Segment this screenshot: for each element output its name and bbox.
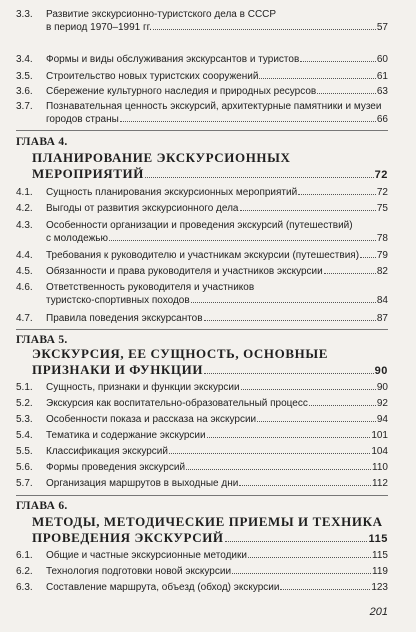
toc-entry-page: 61 <box>376 71 388 82</box>
leader-dots <box>300 61 376 62</box>
chapter-title-5[interactable] <box>32 346 388 379</box>
toc-entry-number: 4.4. <box>16 250 33 261</box>
leader-dots <box>280 589 370 590</box>
toc-entry-title: Составление маршрута, объезд (обход) экскурсии <box>46 582 280 593</box>
leader-dots <box>225 541 368 542</box>
toc-entry-3-5[interactable] <box>16 70 388 83</box>
chapter-label: ГЛАВА 4. <box>16 136 68 148</box>
toc-entry-title: Формы проведения экскурсий <box>46 462 186 473</box>
toc-entry-title: Организация маршрутов в выходные дни <box>46 478 239 489</box>
leader-dots <box>204 320 376 321</box>
leader-dots <box>186 469 371 470</box>
toc-entry-page: 90 <box>376 382 388 393</box>
toc-entry-number: 4.6. <box>16 282 33 293</box>
leader-dots <box>109 240 376 241</box>
leader-dots <box>298 194 376 195</box>
leader-dots <box>204 373 373 374</box>
leader-dots <box>153 29 376 30</box>
page-number: 201 <box>369 606 388 618</box>
toc-entry-page: 78 <box>376 233 388 244</box>
toc-entry-title: Требования к руководителю и участникам экскурсии (путешествия) <box>46 250 360 261</box>
leader-dots <box>240 210 376 211</box>
toc-entry-page: 101 <box>371 430 388 441</box>
toc-entry-number: 5.1. <box>16 382 33 393</box>
toc-entry-page: 82 <box>376 266 388 277</box>
toc-entry-number: 4.7. <box>16 313 33 324</box>
leader-dots <box>259 78 375 79</box>
toc-entry-number: 4.2. <box>16 203 33 214</box>
toc-entry-number: 5.3. <box>16 414 33 425</box>
chapter-label: ГЛАВА 5. <box>16 334 68 346</box>
leader-dots <box>191 302 376 303</box>
toc-entry-title: Ответственность руководителя и участников <box>46 282 255 293</box>
divider <box>16 495 388 496</box>
toc-entry-title: Формы и виды обслуживания экскурсантов и туристов <box>46 54 300 65</box>
chapter-title-line: ПРОВЕДЕНИЯ ЭКСКУРСИЙ <box>32 530 224 545</box>
toc-entry-page: 72 <box>376 187 388 198</box>
leader-dots <box>317 93 376 94</box>
toc-entry-page: 104 <box>371 446 388 457</box>
toc-entry-number: 3.7. <box>16 101 33 112</box>
toc-entry-5-3[interactable] <box>16 413 388 426</box>
toc-entry-5-5[interactable] <box>16 445 388 458</box>
leader-dots <box>232 573 371 574</box>
toc-entry-6-1[interactable] <box>16 549 388 562</box>
toc-entry-page: 110 <box>372 462 388 473</box>
chapter-title-line: МЕРОПРИЯТИЙ <box>32 166 144 181</box>
leader-dots <box>248 557 371 558</box>
chapter-label: ГЛАВА 6. <box>16 500 68 512</box>
toc-entry-page: 92 <box>376 398 388 409</box>
toc-entry-title: Развитие экскурсионно-туристского дела в СССР <box>46 9 277 20</box>
leader-dots <box>360 257 376 258</box>
leader-dots <box>207 437 371 438</box>
leader-dots <box>257 421 376 422</box>
leader-dots <box>239 485 371 486</box>
toc-entry-title: Общие и частные экскурсионные методики <box>46 550 247 561</box>
leader-dots <box>169 453 370 454</box>
toc-entry-title: Строительство новых туристских сооружений <box>46 71 259 82</box>
toc-entry-number: 4.3. <box>16 220 33 231</box>
toc-entry-page: 84 <box>376 295 388 306</box>
chapter-page: 90 <box>374 365 388 377</box>
toc-entry-number: 6.2. <box>16 566 33 577</box>
toc-entry-6-2[interactable] <box>16 565 388 578</box>
toc-entry-page: 63 <box>376 86 388 97</box>
toc-entry-title-cont: в период 1970–1991 гг. <box>46 22 152 33</box>
leader-dots <box>309 405 376 406</box>
toc-entry-4-5[interactable] <box>16 265 388 278</box>
toc-entry-title: Обязанности и права руководителя и участников экскурсии <box>46 266 323 277</box>
toc-entry-number: 5.2. <box>16 398 33 409</box>
toc-entry-4-4[interactable] <box>16 249 388 262</box>
toc-entry-3-3[interactable] <box>16 8 388 34</box>
toc-entry-title: Правила поведения экскурсантов <box>46 313 203 324</box>
toc-entry-5-4[interactable] <box>16 429 388 442</box>
toc-entry-title-cont: городов страны <box>46 114 119 125</box>
toc-entry-page: 57 <box>376 22 388 33</box>
toc-entry-number: 5.6. <box>16 462 33 473</box>
toc-entry-title: Сущность планирования экскурсионных мероприятий <box>46 187 298 198</box>
chapter-title-4[interactable] <box>32 150 388 183</box>
toc-entry-5-2[interactable] <box>16 397 388 410</box>
toc-entry-number: 3.3. <box>16 9 33 20</box>
toc-entry-5-6[interactable] <box>16 461 388 474</box>
toc-entry-5-1[interactable] <box>16 381 388 394</box>
divider <box>16 329 388 330</box>
toc-entry-title: Сущность, признаки и функции экскурсии <box>46 382 240 393</box>
toc-entry-page: 94 <box>376 414 388 425</box>
leader-dots <box>145 177 374 178</box>
chapter-title-line: ПЛАНИРОВАНИЕ ЭКСКУРСИОННЫХ <box>32 150 291 165</box>
toc-entry-4-7[interactable] <box>16 312 388 325</box>
chapter-title-line: МЕТОДЫ, МЕТОДИЧЕСКИЕ ПРИЕМЫ И ТЕХНИКА <box>32 514 383 529</box>
toc-entry-page: 66 <box>376 114 388 125</box>
chapter-page: 115 <box>368 533 388 545</box>
toc-entry-page: 115 <box>372 550 388 561</box>
toc-entry-page: 87 <box>376 313 388 324</box>
toc-entry-5-7[interactable] <box>16 477 388 490</box>
toc-entry-4-6[interactable] <box>16 281 388 307</box>
toc-entry-title: Выгоды от развития экскурсионного дела <box>46 203 239 214</box>
toc-entry-page: 112 <box>372 478 388 489</box>
toc-entry-3-4[interactable] <box>16 53 388 66</box>
toc-entry-title: Познавательная ценность экскурсий, архитектурные памятники и музеи <box>46 101 382 112</box>
toc-entry-number: 4.5. <box>16 266 33 277</box>
chapter-page: 72 <box>374 169 388 181</box>
toc-entry-4-2[interactable] <box>16 202 388 215</box>
chapter-title-line: ЭКСКУРСИЯ, ЕЕ СУЩНОСТЬ, ОСНОВНЫЕ <box>32 346 328 361</box>
toc-entry-number: 4.1. <box>16 187 33 198</box>
toc-entry-3-6[interactable] <box>16 85 388 98</box>
toc-entry-6-3[interactable] <box>16 581 388 594</box>
leader-dots <box>241 389 376 390</box>
toc-entry-number: 5.4. <box>16 430 33 441</box>
toc-entry-title: Особенности показа и рассказа на экскурсии <box>46 414 257 425</box>
toc-entry-title: Сбережение культурного наследия и природных ресурсов <box>46 86 317 97</box>
toc-entry-4-3[interactable] <box>16 219 388 245</box>
toc-entry-title: Технология подготовки новой экскурсии <box>46 566 232 577</box>
toc-entry-number: 3.6. <box>16 86 33 97</box>
toc-entry-title-cont: туристско-спортивных походов <box>46 295 190 306</box>
toc-entry-title: Особенности организации и проведения экскурсий (путешествий) <box>46 220 353 231</box>
toc-entry-page: 75 <box>376 203 388 214</box>
chapter-title-6[interactable] <box>32 514 388 547</box>
toc-entry-number: 5.5. <box>16 446 33 457</box>
toc-entry-title: Классификация экскурсий <box>46 446 168 457</box>
toc-entry-4-1[interactable] <box>16 186 388 199</box>
toc-entry-title: Тематика и содержание экскурсии <box>46 430 206 441</box>
chapter-title-line: ПРИЗНАКИ И ФУНКЦИИ <box>32 362 204 377</box>
divider <box>16 130 388 131</box>
toc-entry-page: 60 <box>376 54 388 65</box>
toc-entry-number: 5.7. <box>16 478 33 489</box>
toc-entry-page: 123 <box>371 582 388 593</box>
toc-entry-number: 3.4. <box>16 54 33 65</box>
toc-entry-title: Экскурсия как воспитательно-образовательный процесс <box>46 398 308 409</box>
leader-dots <box>324 273 376 274</box>
toc-entry-title-cont: с молодежью <box>46 233 108 244</box>
leader-dots <box>120 121 376 122</box>
toc-entry-page: 119 <box>372 566 388 577</box>
toc-entry-3-7[interactable] <box>16 100 388 126</box>
toc-entry-page: 79 <box>376 250 388 261</box>
toc-entry-number: 6.1. <box>16 550 33 561</box>
toc-entry-number: 3.5. <box>16 71 33 82</box>
toc-entry-number: 6.3. <box>16 582 33 593</box>
